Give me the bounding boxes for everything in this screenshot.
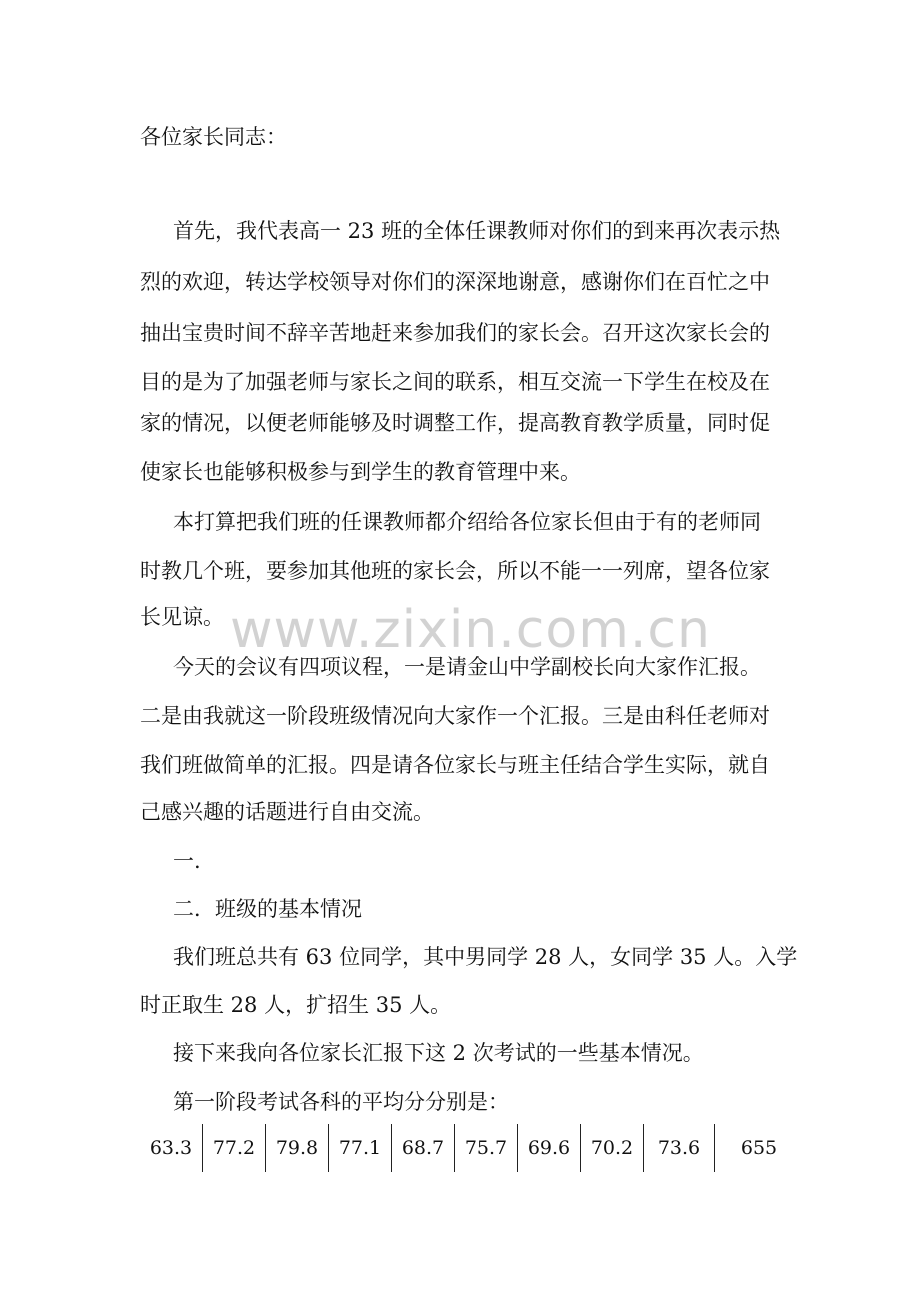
score-cell: 68.7 bbox=[392, 1124, 455, 1172]
paragraph-line: 我们班总共有 63 位同学，其中男同学 28 人，女同学 35 人。入学 bbox=[173, 945, 798, 969]
score-cell: 77.2 bbox=[203, 1124, 266, 1172]
section-heading: 二．班级的基本情况 bbox=[173, 897, 362, 921]
score-cell: 655 bbox=[740, 1137, 778, 1159]
score-cell: 75.7 bbox=[455, 1124, 518, 1172]
paragraph-line: 时教几个班，要参加其他班的家长会，所以不能一一列席，望各位家 bbox=[140, 559, 770, 583]
salutation: 各位家长同志： bbox=[140, 125, 287, 149]
paragraph-line: 今天的会议有四项议程，一是请金山中学副校长向大家作汇报。 bbox=[173, 655, 761, 679]
score-cell: 73.6 bbox=[644, 1124, 715, 1172]
paragraph-line: 长见谅。 bbox=[140, 605, 224, 629]
paragraph-line: 己感兴趣的话题进行自由交流。 bbox=[140, 800, 434, 824]
paragraph-line: 烈的欢迎，转达学校领导对你们的深深地谢意，感谢你们在百忙之中 bbox=[140, 270, 770, 294]
score-cell: 77.1 bbox=[329, 1124, 392, 1172]
watermark: www.zixin.com.cn bbox=[230, 600, 711, 660]
score-cell: 69.6 bbox=[518, 1124, 581, 1172]
paragraph-line: 家的情况，以便老师能够及时调整工作，提高教育教学质量，同时促 bbox=[140, 411, 770, 435]
score-cell: 63.3 bbox=[140, 1124, 203, 1172]
paragraph-line: 时正取生 28 人，扩招生 35 人。 bbox=[140, 993, 452, 1017]
paragraph-line: 抽出宝贵时间不辞辛苦地赶来参加我们的家长会。召开这次家长会的 bbox=[140, 321, 770, 345]
score-cell: 70.2 bbox=[581, 1124, 644, 1172]
paragraph-line: 我们班做简单的汇报。四是请各位家长与班主任结合学生实际，就自 bbox=[140, 753, 770, 777]
score-table-row bbox=[140, 1124, 803, 1172]
paragraph-line: 首先，我代表高一 23 班的全体任课教师对你们的到来再次表示热 bbox=[173, 219, 781, 243]
list-item: 一. bbox=[173, 849, 201, 873]
paragraph-line: 使家长也能够积极参与到学生的教育管理中来。 bbox=[140, 460, 581, 484]
paragraph-line: 本打算把我们班的任课教师都介绍给各位家长但由于有的老师同 bbox=[173, 510, 761, 534]
paragraph-line: 接下来我向各位家长汇报下这 2 次考试的一些基本情况。 bbox=[173, 1041, 704, 1065]
score-cell: 79.8 bbox=[266, 1124, 329, 1172]
paragraph-line: 目的是为了加强老师与家长之间的联系，相互交流一下学生在校及在 bbox=[140, 370, 770, 394]
paragraph-line: 二是由我就这一阶段班级情况向大家作一个汇报。三是由科任老师对 bbox=[140, 704, 770, 728]
paragraph-line: 第一阶段考试各科的平均分分别是： bbox=[173, 1090, 509, 1114]
